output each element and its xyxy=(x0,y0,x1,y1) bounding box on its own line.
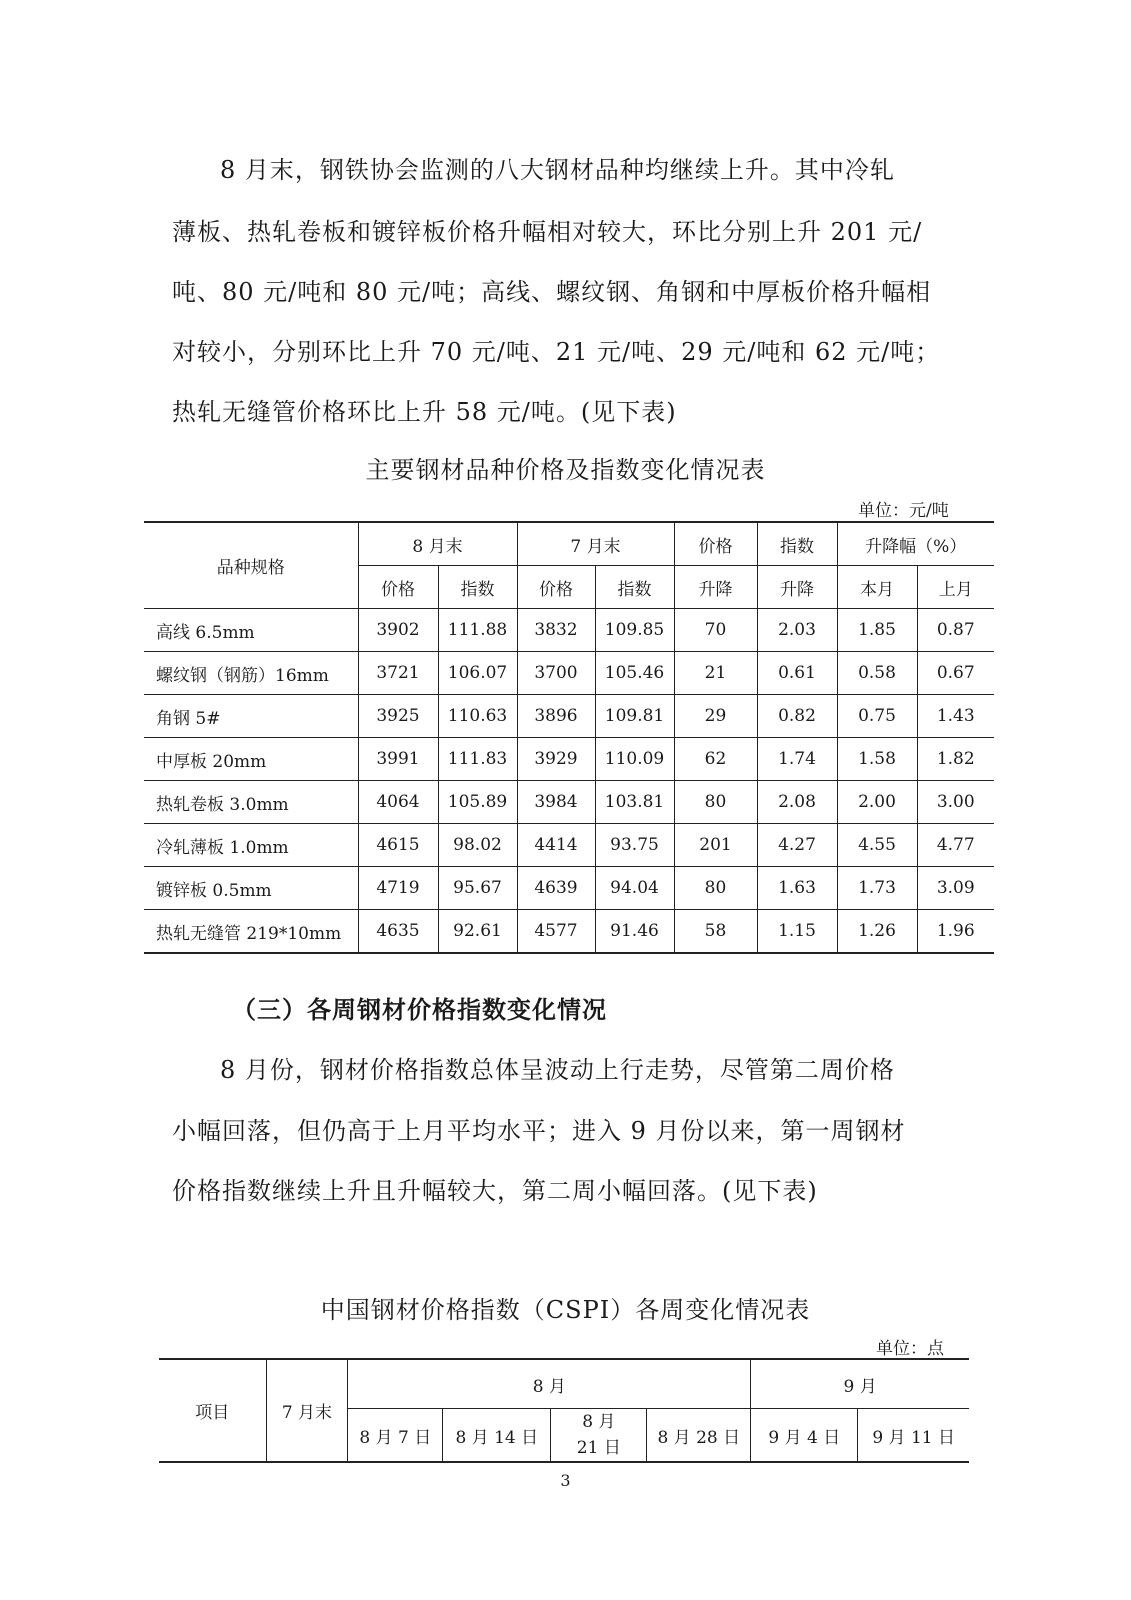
cell-last-pct: 1.96 xyxy=(917,910,994,954)
cell-last-pct: 1.43 xyxy=(917,695,994,738)
cspi-weekly-table xyxy=(159,1358,969,1463)
cell-jul-index: 109.81 xyxy=(595,695,674,738)
cell-last-pct: 0.87 xyxy=(917,609,994,652)
header-week-sep-11: 9 月 11 日 xyxy=(858,1409,969,1463)
cell-index-chg: 4.27 xyxy=(757,824,837,867)
cell-jul-price: 3832 xyxy=(517,609,595,652)
cell-this-pct: 0.75 xyxy=(837,695,917,738)
header-this-month: 本月 xyxy=(837,566,917,609)
cell-this-pct: 4.55 xyxy=(837,824,917,867)
cell-jul-index: 94.04 xyxy=(595,867,674,910)
cell-aug-price: 4635 xyxy=(358,910,438,954)
table1-unit: 单位：元/吨 xyxy=(858,501,949,521)
cell-aug-index: 95.67 xyxy=(438,867,517,910)
header-week-sep-4: 9 月 4 日 xyxy=(751,1409,858,1463)
table-row xyxy=(144,867,994,910)
header-price-change-bottom: 升降 xyxy=(674,566,757,609)
table-row xyxy=(144,738,994,781)
cell-name: 镀锌板 0.5mm xyxy=(144,867,358,910)
table-row xyxy=(144,652,994,695)
intro-line: 吨、80 元/吨和 80 元/吨；高线、螺纹钢、角钢和中厚板价格升幅相 xyxy=(172,278,932,306)
cell-jul-price: 4414 xyxy=(517,824,595,867)
cell-name: 中厚板 20mm xyxy=(144,738,358,781)
table-row xyxy=(144,695,994,738)
header-change-pct: 升降幅（%） xyxy=(837,522,994,566)
cell-last-pct: 4.77 xyxy=(917,824,994,867)
price-table xyxy=(144,521,994,954)
cell-jul-price: 4639 xyxy=(517,867,595,910)
cell-index-chg: 0.61 xyxy=(757,652,837,695)
intro-line: 8 月末，钢铁协会监测的八大钢材品种均继续上升。其中冷轧 xyxy=(220,156,895,184)
cell-aug-index: 110.63 xyxy=(438,695,517,738)
cell-jul-index: 110.09 xyxy=(595,738,674,781)
cell-aug-price: 3902 xyxy=(358,609,438,652)
cell-price-chg: 80 xyxy=(674,781,757,824)
cell-aug-index: 105.89 xyxy=(438,781,517,824)
cell-last-pct: 3.09 xyxy=(917,867,994,910)
cell-index-chg: 0.82 xyxy=(757,695,837,738)
cell-aug-index: 106.07 xyxy=(438,652,517,695)
cell-jul-index: 103.81 xyxy=(595,781,674,824)
header-aug-index: 指数 xyxy=(438,566,517,609)
cell-index-chg: 2.03 xyxy=(757,609,837,652)
cell-this-pct: 1.85 xyxy=(837,609,917,652)
header-item: 项目 xyxy=(159,1359,266,1462)
cell-aug-index: 92.61 xyxy=(438,910,517,954)
cell-jul-index: 91.46 xyxy=(595,910,674,954)
cell-jul-price: 3984 xyxy=(517,781,595,824)
cell-price-chg: 21 xyxy=(674,652,757,695)
table-row xyxy=(144,609,994,652)
header-sep: 9 月 xyxy=(751,1359,969,1409)
cell-price-chg: 62 xyxy=(674,738,757,781)
page-number: 3 xyxy=(560,1471,571,1490)
cell-price-chg: 70 xyxy=(674,609,757,652)
cell-jul-price: 3896 xyxy=(517,695,595,738)
cell-price-chg: 80 xyxy=(674,867,757,910)
section-line: 小幅回落，但仍高于上月平均水平；进入 9 月份以来，第一周钢材 xyxy=(172,1117,906,1145)
cell-jul-price: 3929 xyxy=(517,738,595,781)
intro-line: 薄板、热轧卷板和镀锌板价格升幅相对较大，环比分别上升 201 元/ xyxy=(172,218,923,246)
cell-name: 螺纹钢（钢筋）16mm xyxy=(144,652,358,695)
cell-aug-price: 4719 xyxy=(358,867,438,910)
section-line: 价格指数继续上升且升幅较大，第二周小幅回落。(见下表) xyxy=(172,1177,818,1205)
cell-aug-index: 98.02 xyxy=(438,824,517,867)
cell-name: 热轧卷板 3.0mm xyxy=(144,781,358,824)
table2-title: 中国钢材价格指数（CSPI）各周变化情况表 xyxy=(320,1296,811,1324)
header-index-change-top: 指数 xyxy=(757,522,837,566)
cell-index-chg: 1.15 xyxy=(757,910,837,954)
cell-aug-price: 3721 xyxy=(358,652,438,695)
cell-index-chg: 1.63 xyxy=(757,867,837,910)
cell-aug-price: 3991 xyxy=(358,738,438,781)
intro-line: 对较小，分别环比上升 70 元/吨、21 元/吨、29 元/吨和 62 元/吨； xyxy=(172,338,941,366)
cell-name: 冷轧薄板 1.0mm xyxy=(144,824,358,867)
cell-last-pct: 3.00 xyxy=(917,781,994,824)
cell-aug-price: 4615 xyxy=(358,824,438,867)
cell-name: 高线 6.5mm xyxy=(144,609,358,652)
cell-this-pct: 0.58 xyxy=(837,652,917,695)
header-week-aug-28: 8 月 28 日 xyxy=(647,1409,751,1463)
cell-this-pct: 2.00 xyxy=(837,781,917,824)
header-week-aug-7: 8 月 7 日 xyxy=(348,1409,443,1463)
cell-jul-price: 3700 xyxy=(517,652,595,695)
header-aug-price: 价格 xyxy=(358,566,438,609)
cell-last-pct: 1.82 xyxy=(917,738,994,781)
header-aug-end: 8 月末 xyxy=(358,522,517,566)
table2-unit: 单位：点 xyxy=(876,1339,944,1359)
cell-this-pct: 1.58 xyxy=(837,738,917,781)
header-week-aug-21: 8 月 21 日 xyxy=(551,1409,647,1463)
cell-jul-index: 105.46 xyxy=(595,652,674,695)
section-line: 8 月份，钢材价格指数总体呈波动上行走势，尽管第二周价格 xyxy=(220,1056,895,1084)
cell-this-pct: 1.73 xyxy=(837,867,917,910)
cell-aug-index: 111.83 xyxy=(438,738,517,781)
table-row xyxy=(144,910,994,954)
cell-price-chg: 201 xyxy=(674,824,757,867)
header-last-month: 上月 xyxy=(917,566,994,609)
header-index-change-bottom: 升降 xyxy=(757,566,837,609)
cell-this-pct: 1.26 xyxy=(837,910,917,954)
cell-jul-index: 93.75 xyxy=(595,824,674,867)
cell-aug-price: 4064 xyxy=(358,781,438,824)
cell-last-pct: 0.67 xyxy=(917,652,994,695)
table-row xyxy=(144,824,994,867)
cell-jul-index: 109.85 xyxy=(595,609,674,652)
header-jul-end: 7 月末 xyxy=(266,1359,348,1462)
header-price-change-top: 价格 xyxy=(674,522,757,566)
header-variety: 品种规格 xyxy=(144,522,358,609)
cell-name: 热轧无缝管 219*10mm xyxy=(144,910,358,954)
cell-jul-price: 4577 xyxy=(517,910,595,954)
header-week-aug-14: 8 月 14 日 xyxy=(443,1409,551,1463)
cell-index-chg: 1.74 xyxy=(757,738,837,781)
cell-price-chg: 58 xyxy=(674,910,757,954)
cell-index-chg: 2.08 xyxy=(757,781,837,824)
header-jul-index: 指数 xyxy=(595,566,674,609)
cell-name: 角钢 5# xyxy=(144,695,358,738)
header-jul-price: 价格 xyxy=(517,566,595,609)
header-aug: 8 月 xyxy=(348,1359,751,1409)
table-row xyxy=(144,781,994,824)
header-jul-end: 7 月末 xyxy=(517,522,674,566)
section-heading: （三）各周钢材价格指数变化情况 xyxy=(232,995,607,1024)
cell-aug-price: 3925 xyxy=(358,695,438,738)
cell-aug-index: 111.88 xyxy=(438,609,517,652)
cell-price-chg: 29 xyxy=(674,695,757,738)
intro-line: 热轧无缝管价格环比上升 58 元/吨。(见下表) xyxy=(172,398,677,426)
table1-title: 主要钢材品种价格及指数变化情况表 xyxy=(365,456,766,484)
